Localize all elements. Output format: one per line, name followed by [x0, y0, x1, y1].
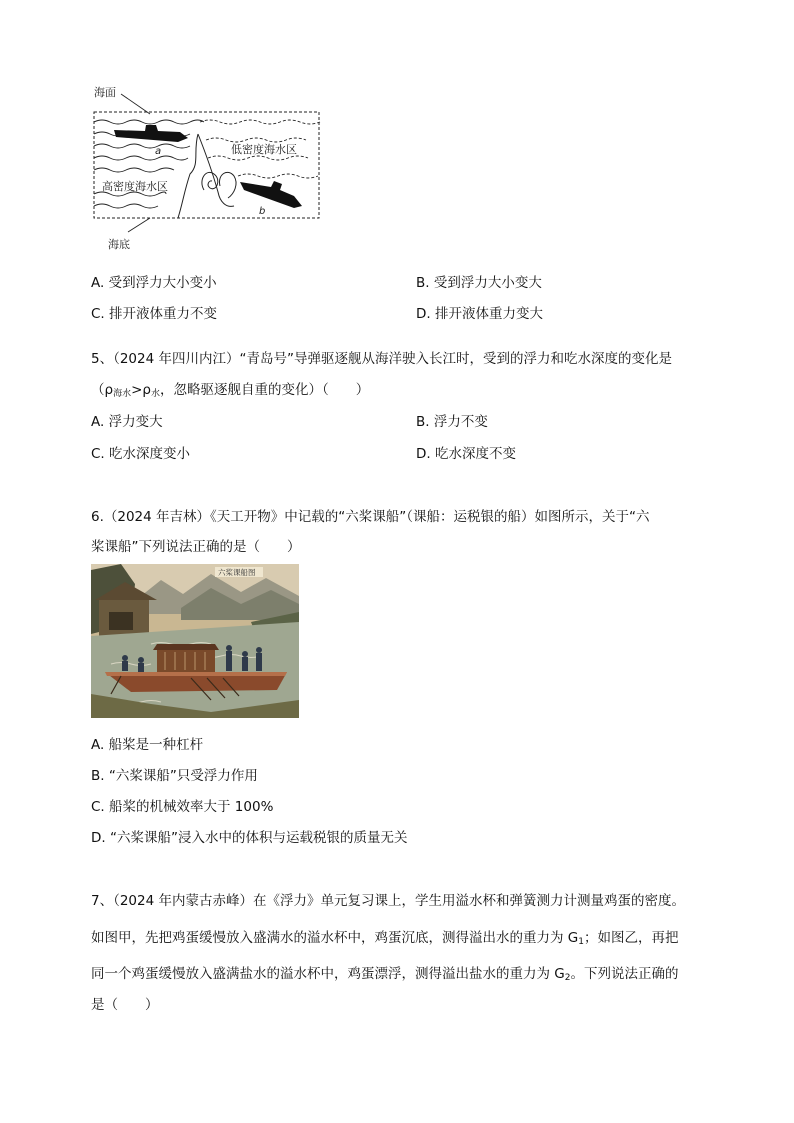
q7-g1-subscript: 1 — [578, 937, 584, 947]
q5-stem-line1: 5、（2024 年四川内江）“青岛号”导弹驱逐舰从海洋驶入长江时，受到的浮力和吃水深度的变化是 — [91, 351, 672, 367]
q7-stem-line3 — [91, 962, 679, 983]
q7-stem-line2b: ；如图乙，再把 — [584, 930, 679, 946]
q6-option-b[interactable]: B. “六桨课船”只受浮力作用 — [91, 768, 258, 784]
q5-stem-line2 — [91, 378, 369, 399]
q4-option-b[interactable]: B. 受到浮力大小变大 — [416, 275, 542, 291]
q5-rho-sub-water: 水 — [150, 389, 160, 399]
painting-title: 六桨课船图 — [218, 568, 256, 577]
q6-stem-line1: 6.（2024 年吉林）《天工开物》中记载的“六桨课船”（课船：运税银的船）如图所示，关于“六 — [91, 509, 650, 525]
high-density-label: 高密度海水区 — [102, 180, 168, 193]
q4-option-d[interactable]: D. 排开液体重力变大 — [416, 306, 543, 322]
q5-rho-mid: >ρ — [131, 382, 151, 398]
q5-option-c[interactable]: C. 吃水深度变小 — [91, 446, 191, 462]
six-oar-boat-painting — [91, 564, 299, 718]
q7-stem-line4: 是（ ） — [91, 997, 159, 1013]
q4-option-c[interactable]: C. 排开液体重力不变 — [91, 306, 218, 322]
q6-option-d[interactable]: D. “六桨课船”浸入水中的体积与运载税银的质量无关 — [91, 830, 408, 846]
sea-bottom-label: 海底 — [108, 238, 130, 251]
q7-stem-line3a: 同一个鸡蛋缓慢放入盛满盐水的溢水杯中，鸡蛋漂浮，测得溢出盐水的重力为 G — [91, 966, 565, 982]
q5-rho-sub-seawater: 海水 — [113, 389, 132, 399]
q4-option-a[interactable]: A. 受到浮力大小变小 — [91, 275, 217, 291]
q6-stem-line2: 桨课船”下列说法正确的是（ ） — [91, 539, 301, 555]
q7-stem-line1: 7、（2024 年内蒙古赤峰）在《浮力》单元复习课上，学生用溢水杯和弹簧测力计测量鸡蛋的密度。 — [91, 893, 685, 909]
q6-option-c[interactable]: C. 船桨的机械效率大于 100% — [91, 799, 274, 815]
q7-stem-line2 — [91, 926, 679, 947]
q5-option-d[interactable]: D. 吃水深度不变 — [416, 446, 516, 462]
q6-option-a[interactable]: A. 船桨是一种杠杆 — [91, 737, 204, 753]
q5-option-a[interactable]: A. 浮力变大 — [91, 414, 163, 430]
submarine-a-label: a — [155, 146, 162, 157]
q5-stem-close: ，忽略驱逐舰自重的变化）（ ） — [160, 382, 370, 398]
q7-g2-subscript: 2 — [564, 973, 571, 983]
q7-stem-line3b: 。下列说法正确的 — [570, 966, 679, 982]
submarine-b-label: b — [259, 206, 266, 217]
q7-stem-line2a: 如图甲，先把鸡蛋缓慢放入盛满水的溢水杯中，鸡蛋沉底，测得溢出水的重力为 G — [91, 930, 579, 946]
sea-surface-label: 海面 — [94, 86, 116, 99]
q5-option-b[interactable]: B. 浮力不变 — [416, 414, 488, 430]
low-density-label: 低密度海水区 — [231, 143, 297, 156]
submarine-density-figure — [88, 82, 328, 254]
q5-rho-open: （ρ — [91, 382, 114, 398]
